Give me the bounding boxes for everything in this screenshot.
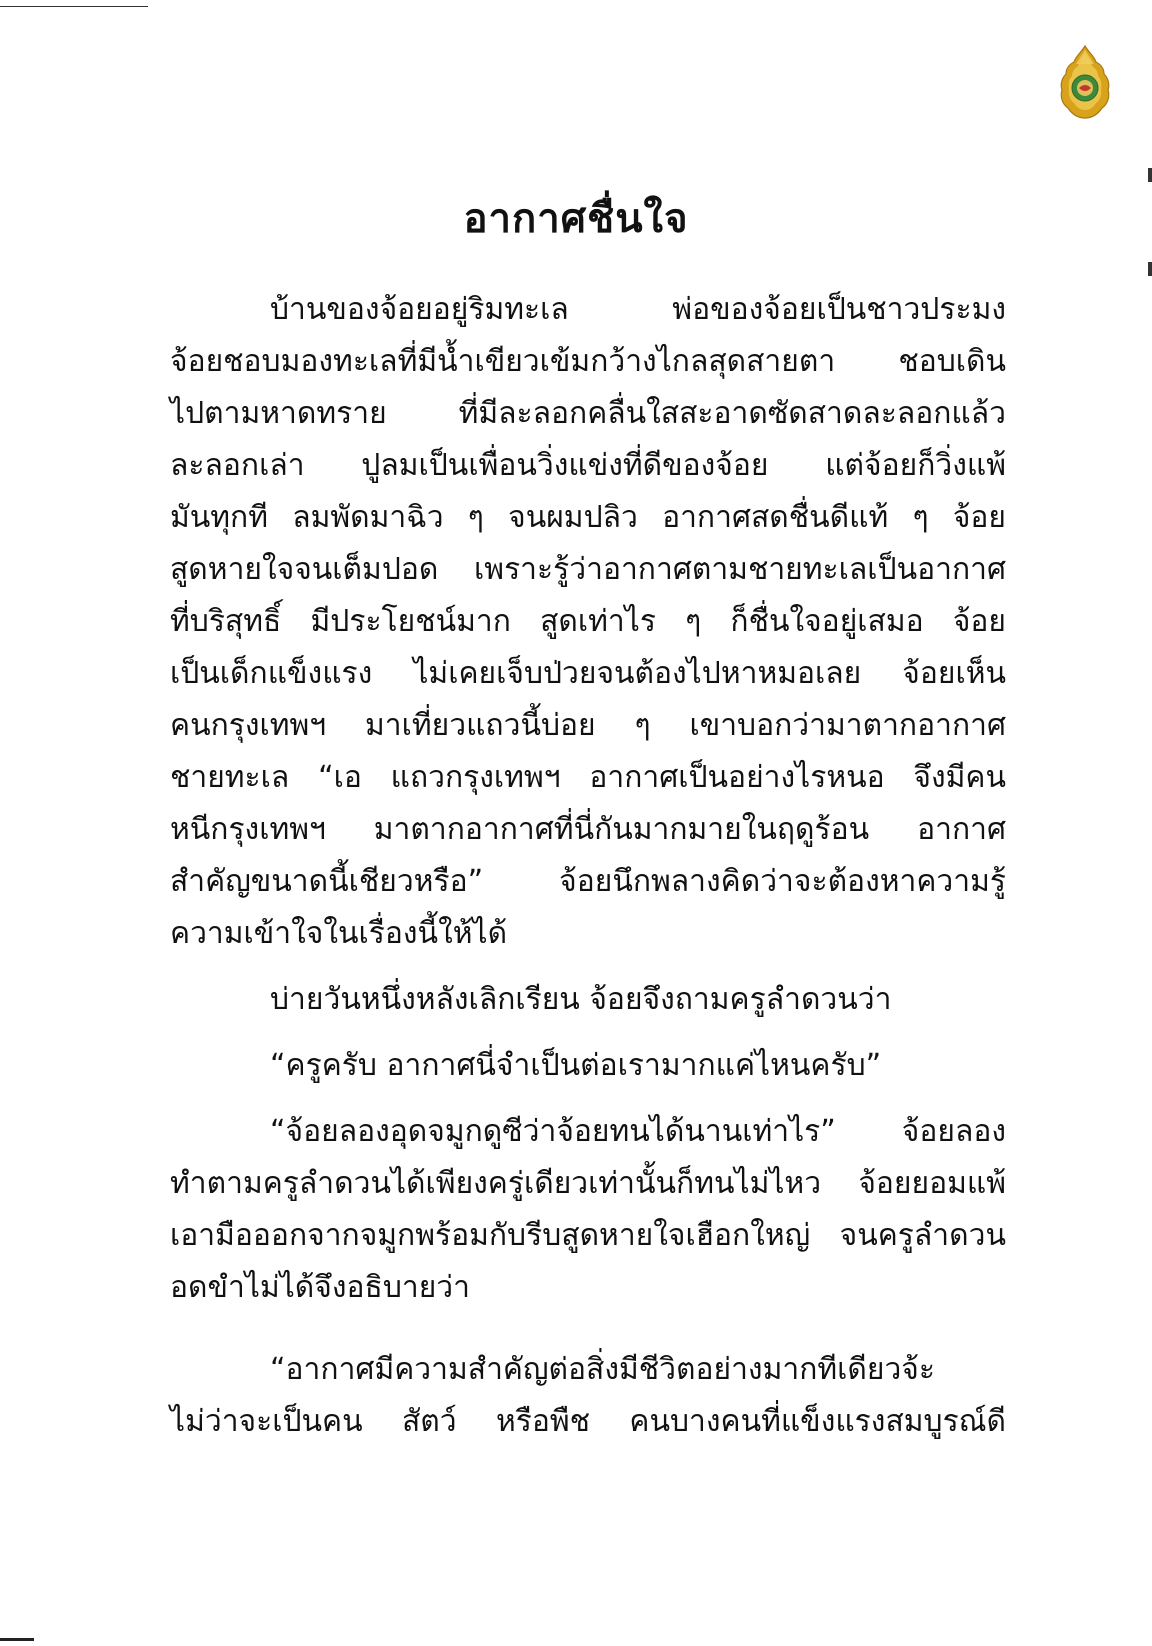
text-line: ชายทะเล “เอ แถวกรุงเทพฯ อากาศเป็นอย่างไรหนอ จึงมีคน	[170, 760, 1006, 795]
text-line: “จ้อยลองอุดจมูกดูซีว่าจ้อยทนได้นานเท่าไร” จ้อยลอง	[270, 1114, 1006, 1149]
ministry-emblem-icon	[1056, 44, 1114, 120]
text-line: เอามือออกจากจมูกพร้อมกับรีบสูดหายใจเฮือกใหญ่ จนครูลำดวน	[170, 1218, 1006, 1253]
text-line: ไปตามหาดทราย ที่มีละลอกคลื่นใสสะอาดซัดสาดละลอกแล้ว	[170, 396, 1006, 431]
paragraph	[170, 974, 1006, 1026]
text-line: สูดหายใจจนเต็มปอด เพราะรู้ว่าอากาศตามชายทะเลเป็นอากาศ	[170, 552, 1006, 587]
text-line: ละลอกเล่า ปูลมเป็นเพื่อนวิ่งแข่งที่ดีของจ้อย แต่จ้อยก็วิ่งแพ้	[170, 448, 1006, 483]
paragraph	[170, 1106, 1006, 1314]
scan-edge-line	[0, 6, 148, 7]
paragraph	[170, 284, 1006, 960]
scan-edge-mark	[1148, 168, 1152, 182]
text-line: ทำตามครูลำดวนได้เพียงครู่เดียวเท่านั้นก็ทนไม่ไหว จ้อยยอมแพ้	[170, 1166, 1006, 1201]
text-line: ที่บริสุทธิ์ มีประโยชน์มาก สูดเท่าไร ๆ ก็ชื่นใจอยู่เสมอ จ้อย	[170, 604, 1006, 639]
scan-edge-mark	[1148, 262, 1152, 276]
text-line: อดขำไม่ได้จึงอธิบายว่า	[170, 1270, 470, 1305]
text-line: ไม่ว่าจะเป็นคน สัตว์ หรือพืช คนบางคนที่แข็งแรงสมบูรณ์ดี	[170, 1404, 1006, 1439]
scan-edge-mark	[0, 1638, 34, 1641]
text-line: “อากาศมีความสำคัญต่อสิ่งมีชีวิตอย่างมากทีเดียวจ้ะ	[270, 1352, 935, 1387]
text-line: เป็นเด็กแข็งแรง ไม่เคยเจ็บป่วยจนต้องไปหาหมอเลย จ้อยเห็น	[170, 656, 1006, 691]
document-body	[170, 284, 1006, 1448]
paragraph	[170, 1040, 1006, 1092]
text-line: สำคัญขนาดนี้เชียวหรือ” จ้อยนึกพลางคิดว่าจะต้องหาความรู้	[170, 864, 1006, 899]
text-line: “ครูครับ อากาศนี่จำเป็นต่อเรามากแค่ไหนครับ”	[270, 1048, 882, 1083]
text-line: บ้านของจ้อยอยู่ริมทะเล พ่อของจ้อยเป็นชาวประมง	[270, 292, 1006, 327]
document-title: อากาศชื่นใจ	[463, 196, 689, 242]
text-line: คนกรุงเทพฯ มาเที่ยวแถวนี้บ่อย ๆ เขาบอกว่ามาตากอากาศ	[170, 708, 1006, 743]
paragraph	[170, 1344, 1006, 1448]
text-line: มันทุกที ลมพัดมาฉิว ๆ จนผมปลิว อากาศสดชื่นดีแท้ ๆ จ้อย	[170, 500, 1006, 535]
text-line: ความเข้าใจในเรื่องนี้ให้ได้	[170, 916, 508, 951]
text-line: จ้อยชอบมองทะเลที่มีน้ำเขียวเข้มกว้างไกลสุดสายตา ชอบเดิน	[170, 344, 1006, 379]
text-line: หนีกรุงเทพฯ มาตากอากาศที่นี่กันมากมายในฤดูร้อน อากาศ	[170, 812, 1006, 847]
text-line: บ่ายวันหนึ่งหลังเลิกเรียน จ้อยจึงถามครูลำดวนว่า	[270, 982, 892, 1017]
